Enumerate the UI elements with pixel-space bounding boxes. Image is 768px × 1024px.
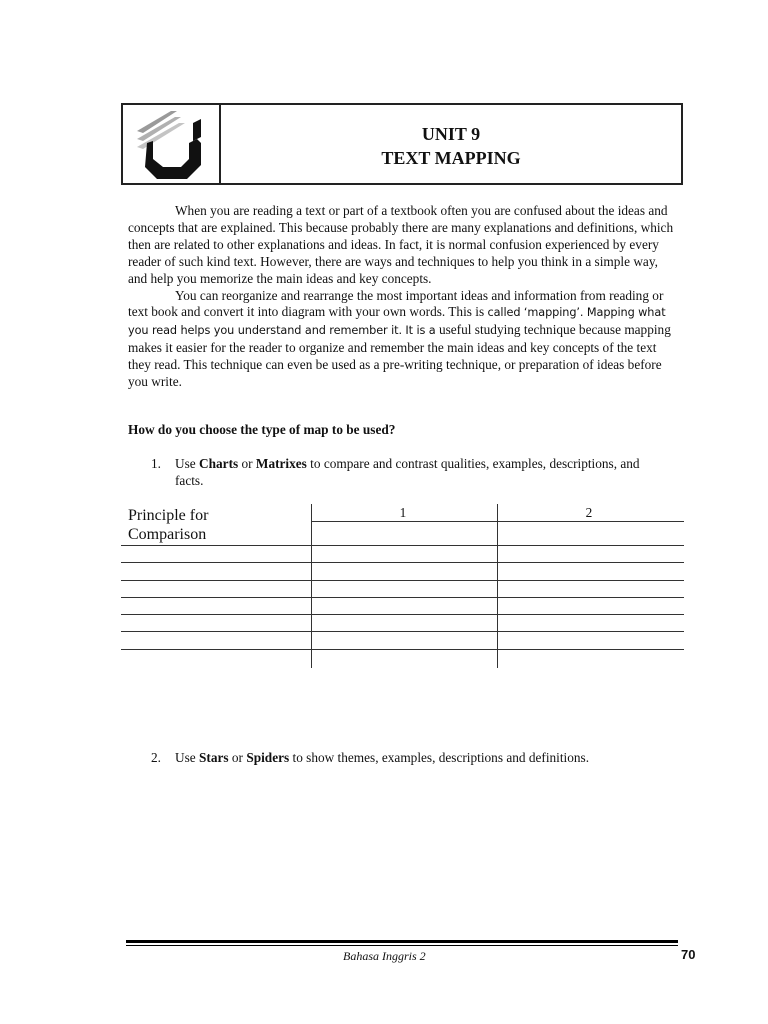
unit-header (121, 103, 683, 185)
principle-label (128, 506, 208, 544)
list-item-1-bold-matrixes: Matrixes (255, 456, 307, 471)
row-rule (121, 545, 684, 546)
header-rule (311, 521, 684, 522)
row-rule (121, 631, 684, 632)
paragraph-2-end: useful studying technique because mapping makes it easier for the reader to organize and remember the main ideas and key concepts of the text they read. This technique can even be used as a pre-writing technique, or preparation of ideas before you write. (128, 322, 671, 390)
unit-number: UNIT 9 (421, 124, 481, 144)
unit-title: TEXT MAPPING (381, 148, 521, 168)
row-rule (121, 614, 684, 615)
logo-cell (123, 105, 221, 183)
row-rule (121, 580, 684, 581)
list-item-2-bold-spiders: Spiders (246, 750, 290, 765)
paragraph-2-mapping-sentence: called ‘mapping’. Mapping what you read helps you understand and remember it. It is a (128, 306, 666, 338)
column-header-2: 2 (585, 505, 593, 520)
row-rule (121, 562, 684, 563)
principle-line-1: Principle for (128, 507, 209, 524)
column-divider-1 (311, 504, 312, 668)
paragraph-2-start: You can reorganize and rearrange the most important ideas and information from reading or text book and convert it into diagram with your own words. This is (128, 287, 664, 320)
section-question: How do you choose the type of map to be used? (128, 422, 396, 437)
column-header-1: 1 (399, 505, 407, 520)
paragraph-1: When you are reading a text or part of a textbook often you are confused about the ideas and concepts that are explained. This because probably there are many explanations and definitions, which then are related to other explanations and ideas. In fact, it is normal confusion experienced by every reader of such kind text. However, there are ways and techniques to help you think in a simple way, and help you memorize the main ideas and key concepts. (128, 203, 674, 286)
list-item-2-bold-stars: Stars (199, 750, 229, 765)
list-item-1-mid: or (238, 456, 256, 471)
column-divider-2 (497, 504, 498, 668)
list-item-1-text (175, 455, 655, 489)
paragraph-2 (128, 288, 676, 391)
list-item-2-mid: or (228, 750, 247, 765)
list-item-1-post: to compare and contrast qualities, examples, descriptions, and facts. (175, 456, 640, 488)
body-text (128, 203, 676, 391)
footer-rule-thin (126, 945, 678, 946)
principle-line-2: Comparison (128, 526, 207, 543)
unit-logo-icon (131, 109, 211, 183)
row-rule (121, 597, 684, 598)
list-number: 1. (151, 456, 161, 471)
footer-book-title: Bahasa Inggris 2 (343, 949, 426, 963)
page-number: 70 (681, 947, 696, 962)
list-item-2-pre: Use (175, 750, 200, 765)
list-number: 2. (151, 750, 161, 765)
list-item-2-post: to show themes, examples, descriptions and definitions. (289, 750, 590, 765)
list-item-1-bold-charts: Charts (199, 456, 239, 471)
row-rule (121, 649, 684, 650)
title-cell (221, 105, 681, 183)
comparison-chart (121, 504, 684, 668)
footer-rule-thick (126, 940, 678, 943)
list-item-2-text (175, 749, 655, 766)
list-item-1-pre: Use (175, 456, 200, 471)
